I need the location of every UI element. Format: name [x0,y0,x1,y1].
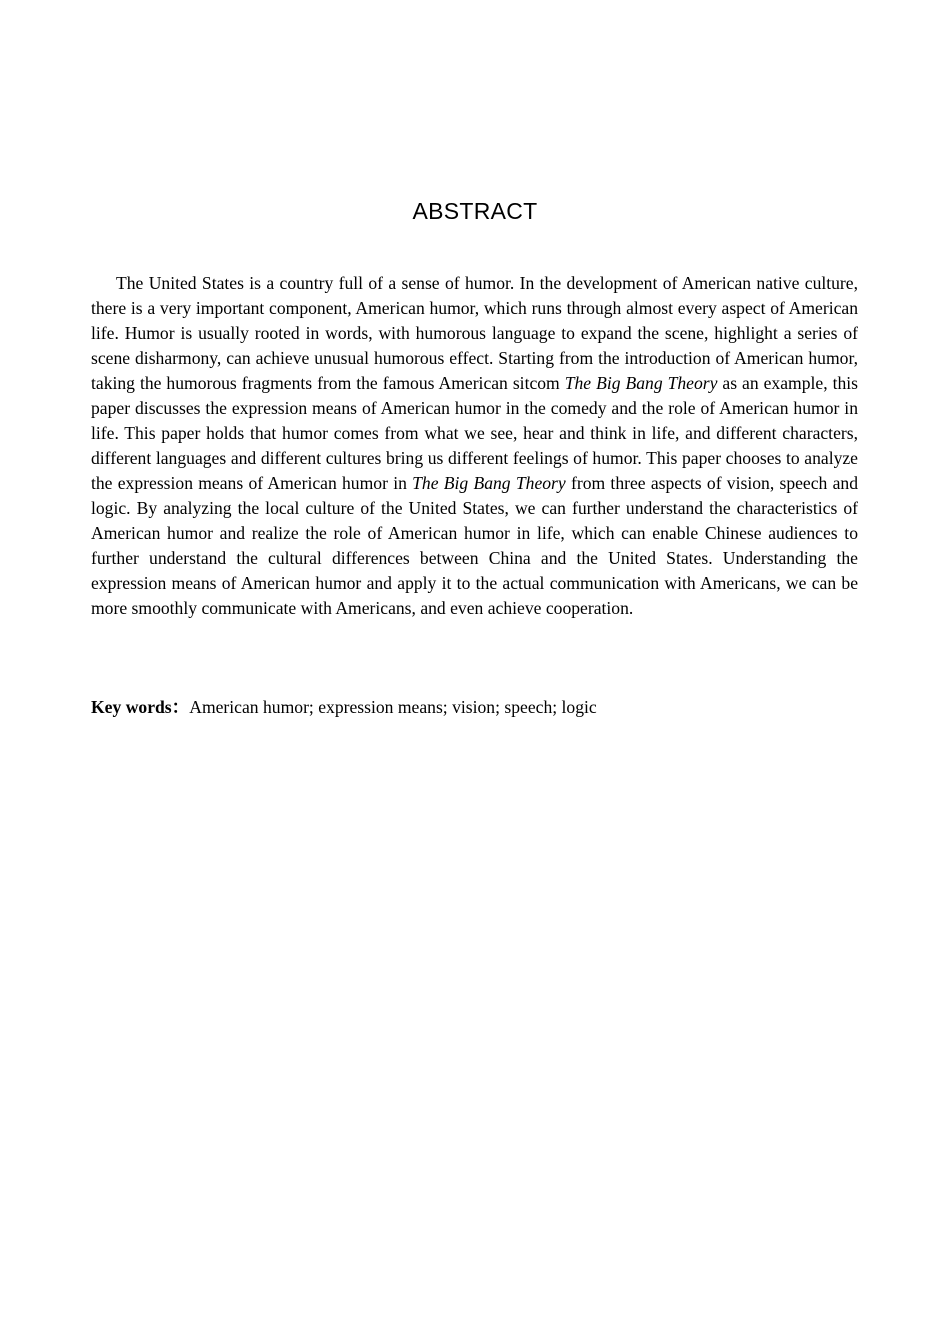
abstract-text-part-2: as an example, this paper discusses the expression means of American humor in the comedy and the role of American humor in life. This paper holds that humor comes from what we see, hear and think in life, and different characters, different languages and different cultures bring us different feelings of humor. This paper chooses to analyze the expression means of American humor in [91,373,858,493]
abstract-paragraph [91,271,858,621]
keywords-label: Key words： [91,697,190,717]
abstract-italic-title-2: The Big Bang Theory [412,473,566,493]
abstract-italic-title-1: The Big Bang Theory [564,373,718,393]
keywords-value: American humor; expression means; vision; speech; logic [189,697,597,717]
abstract-text-part-1: The United States is a country full of a sense of humor. In the development of American native culture, there is a very important component, American humor, which runs through almost every aspect of American life. Humor is usually rooted in words, with humorous language to expand the scene, highlight a series of scene disharmony, can achieve unusual humorous effect. Starting from the introduction of American humor, taking the humorous fragments from the famous American sitcom [91,273,858,393]
abstract-title: ABSTRACT [412,198,538,224]
keywords-line [91,695,858,720]
abstract-text-part-3: from three aspects of vision, speech and logic. By analyzing the local culture of the United States, we can further understand the characteristics of American humor and realize the role of American humor in life, which can enable Chinese audiences to further understand the cultural differences between China and the United States. Understanding the expression means of American humor and apply it to the actual communication with Americans, we can be more smoothly communicate with Americans, and even achieve cooperation. [91,473,859,618]
